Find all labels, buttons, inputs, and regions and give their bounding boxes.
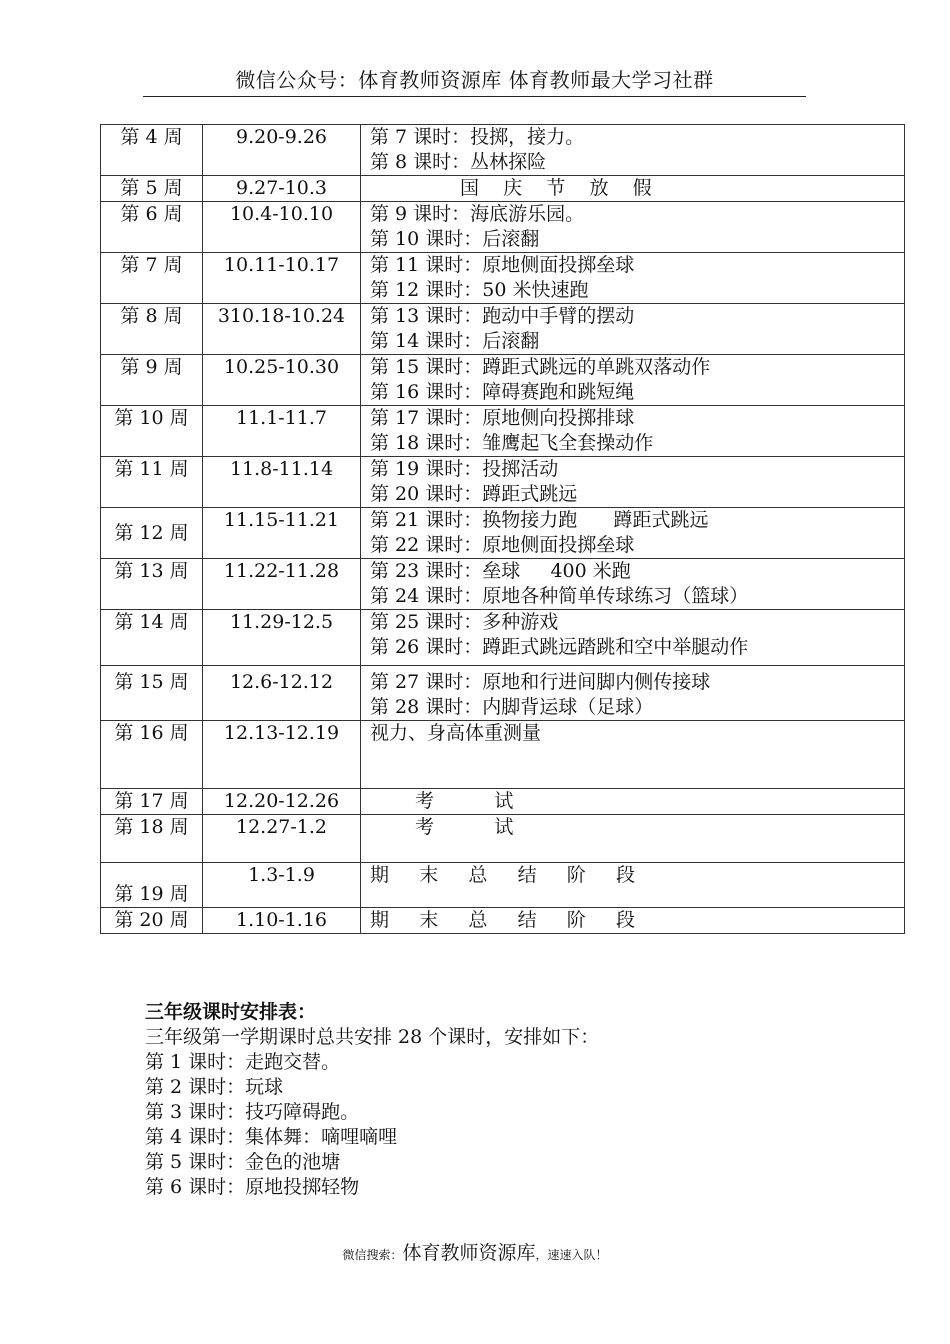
content-cell — [361, 863, 905, 908]
content-cell — [361, 666, 905, 721]
date-cell: 10.25-10.30 — [203, 355, 361, 406]
date-cell: 1.3-1.9 — [203, 863, 361, 908]
week-cell: 第 11 周 — [101, 457, 203, 508]
lesson-line: 第 21 课时：换物接力跑 蹲距式跳远 — [370, 509, 709, 531]
date-cell: 11.8-11.14 — [203, 457, 361, 508]
week-cell: 第 9 周 — [101, 355, 203, 406]
lesson-line: 第 22 课时：原地侧面投掷垒球 — [370, 534, 635, 556]
content-cell — [361, 406, 905, 457]
grade3-title: 三年级课时安排表： — [145, 1001, 317, 1023]
table-row — [101, 457, 905, 508]
date-cell: 11.1-11.7 — [203, 406, 361, 457]
lesson-line: 第 19 课时：投掷活动 — [370, 458, 559, 480]
table-row — [101, 721, 905, 789]
content-cell — [361, 355, 905, 406]
content-cell — [361, 815, 905, 863]
content-cell — [361, 125, 905, 176]
lesson-line: 第 17 课时：原地侧向投掷排球 — [370, 407, 635, 429]
date-cell: 12.6-12.12 — [203, 666, 361, 721]
lesson-line: 第 26 课时：蹲距式跳远踏跳和空中举腿动作 — [370, 636, 749, 658]
lesson-line: 第 15 课时：蹲距式跳远的单跳双落动作 — [370, 356, 711, 378]
grade3-section — [145, 1000, 845, 1200]
week-cell: 第 18 周 — [101, 815, 203, 863]
footer-prefix: 微信搜索： — [342, 1248, 403, 1262]
week-cell: 第 4 周 — [101, 125, 203, 176]
schedule-table — [100, 124, 905, 934]
table-row — [101, 253, 905, 304]
lesson-line: 第 28 课时：内脚背运球（足球） — [370, 696, 654, 718]
table-row — [101, 508, 905, 559]
week-cell: 第 16 周 — [101, 721, 203, 789]
content-cell — [361, 304, 905, 355]
week-cell: 第 15 周 — [101, 666, 203, 721]
date-cell: 11.15-11.21 — [203, 508, 361, 559]
table-row — [101, 908, 905, 934]
week-cell: 第 17 周 — [101, 789, 203, 815]
exam-note: 考 试 — [415, 816, 514, 838]
week-cell: 第 19 周 — [101, 863, 203, 908]
lesson-line: 第 27 课时：原地和行进间脚内侧传接球 — [370, 671, 711, 693]
lesson-line: 第 23 课时：垒球 400 米跑 — [370, 560, 631, 582]
lesson-line: 第 14 课时：后滚翻 — [370, 330, 540, 352]
list-item: 第 1 课时：走跑交替。 — [145, 1051, 341, 1073]
date-cell: 11.22-11.28 — [203, 559, 361, 610]
content-cell — [361, 908, 905, 934]
date-cell: 10.11-10.17 — [203, 253, 361, 304]
table-row — [101, 789, 905, 815]
week-cell: 第 8 周 — [101, 304, 203, 355]
measurement-note: 视力、身高体重测量 — [370, 722, 542, 744]
week-cell: 第 6 周 — [101, 202, 203, 253]
list-item: 第 2 课时：玩球 — [145, 1076, 284, 1098]
lesson-line: 第 25 课时：多种游戏 — [370, 611, 559, 633]
week-cell: 第 12 周 — [101, 508, 203, 559]
summary-note: 期 末 总 结 阶 段 — [370, 864, 635, 886]
table-row — [101, 863, 905, 908]
lesson-line: 第 9 课时：海底游乐园。 — [370, 203, 585, 225]
table-row — [101, 355, 905, 406]
holiday-note: 国 庆 节 放 假 — [460, 177, 652, 199]
lesson-line: 第 12 课时：50 米快速跑 — [370, 279, 589, 301]
lesson-line: 第 24 课时：原地各种简单传球练习（篮球） — [370, 585, 749, 607]
list-item: 第 6 课时：原地投掷轻物 — [145, 1176, 360, 1198]
date-cell: 10.4-10.10 — [203, 202, 361, 253]
table-row — [101, 610, 905, 666]
content-cell — [361, 176, 905, 202]
exam-note: 考 试 — [415, 790, 514, 812]
content-cell — [361, 559, 905, 610]
content-cell — [361, 721, 905, 789]
content-cell — [361, 789, 905, 815]
lesson-line: 第 20 课时：蹲距式跳远 — [370, 483, 578, 505]
content-cell — [361, 253, 905, 304]
date-cell: 310.18-10.24 — [203, 304, 361, 355]
date-cell: 12.20-12.26 — [203, 789, 361, 815]
content-cell — [361, 457, 905, 508]
table-row — [101, 815, 905, 863]
week-cell: 第 13 周 — [101, 559, 203, 610]
lesson-line: 第 11 课时：原地侧面投掷垒球 — [370, 254, 635, 276]
footer-suffix: ，速速入队！ — [535, 1248, 608, 1262]
grade3-intro: 三年级第一学期课时总共安排 28 个课时，安排如下： — [145, 1026, 600, 1048]
table-row — [101, 666, 905, 721]
week-cell: 第 10 周 — [101, 406, 203, 457]
table-row — [101, 559, 905, 610]
week-cell: 第 14 周 — [101, 610, 203, 666]
date-cell: 12.27-1.2 — [203, 815, 361, 863]
footer-main: 体育教师资源库 — [402, 1242, 536, 1264]
table-row — [101, 202, 905, 253]
lesson-line: 第 8 课时：丛林探险 — [370, 151, 547, 173]
lesson-line: 第 10 课时：后滚翻 — [370, 228, 540, 250]
lesson-line: 第 18 课时：雏鹰起飞全套操动作 — [370, 432, 654, 454]
table-row — [101, 125, 905, 176]
table-row — [101, 176, 905, 202]
list-item: 第 4 课时：集体舞：嘀哩嘀哩 — [145, 1126, 398, 1148]
list-item: 第 5 课时：金色的池塘 — [145, 1151, 341, 1173]
table-row — [101, 304, 905, 355]
list-item: 第 3 课时：技巧障碍跑。 — [145, 1101, 360, 1123]
date-cell: 11.29-12.5 — [203, 610, 361, 666]
week-cell: 第 5 周 — [101, 176, 203, 202]
content-cell — [361, 610, 905, 666]
date-cell: 9.27-10.3 — [203, 176, 361, 202]
date-cell: 12.13-12.19 — [203, 721, 361, 789]
content-cell — [361, 508, 905, 559]
week-cell: 第 7 周 — [101, 253, 203, 304]
page-footer — [0, 1240, 950, 1268]
table-row — [101, 406, 905, 457]
lesson-line: 第 7 课时：投掷，接力。 — [370, 126, 585, 148]
lesson-line: 第 13 课时：跑动中手臂的摆动 — [370, 305, 635, 327]
content-cell — [361, 202, 905, 253]
date-cell: 1.10-1.16 — [203, 908, 361, 934]
lesson-line: 第 16 课时：障碍赛跑和跳短绳 — [370, 381, 635, 403]
page-header: 微信公众号：体育教师资源库 体育教师最大学习社群 — [143, 66, 806, 97]
week-cell: 第 20 周 — [101, 908, 203, 934]
date-cell: 9.20-9.26 — [203, 125, 361, 176]
summary-note: 期 末 总 结 阶 段 — [370, 909, 635, 931]
